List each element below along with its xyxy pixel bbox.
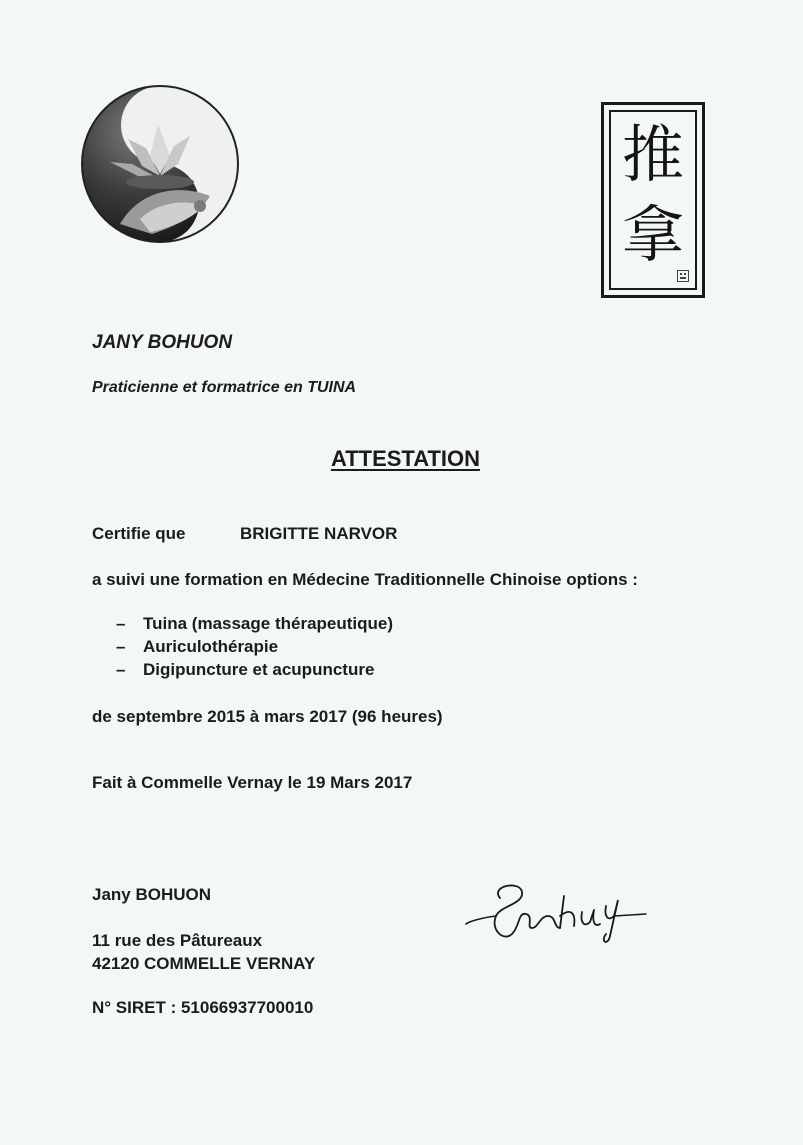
training-intro: a suivi une formation en Médecine Traditionnelle Chinoise options : xyxy=(92,570,638,589)
document-heading xyxy=(0,446,803,472)
practitioner-title: Praticienne et formatrice en TUINA xyxy=(92,379,357,396)
option-label: Tuina (massage thérapeutique) xyxy=(143,614,394,633)
signatory-name: Jany BOHUON xyxy=(92,885,212,904)
training-options-list xyxy=(116,614,393,683)
yin-yang-lotus-icon xyxy=(80,84,240,244)
siret-number: N° SIRET : 51066937700010 xyxy=(92,998,314,1017)
practitioner-name: JANY BOHUON xyxy=(92,332,233,353)
list-bullet: – xyxy=(116,637,126,656)
address-line-2: 42120 COMMELLE VERNAY xyxy=(92,954,316,973)
list-bullet: – xyxy=(116,614,126,633)
list-bullet: – xyxy=(116,660,126,679)
seal-character-tui: 推 xyxy=(621,118,684,191)
address-line-1: 11 rue des Pâtureaux xyxy=(92,931,263,950)
option-label: Auriculothérapie xyxy=(143,637,279,656)
seal-character-na: 拿 xyxy=(621,198,684,271)
trainee-name: BRIGITTE NARVOR xyxy=(240,524,398,543)
training-period: de septembre 2015 à mars 2017 (96 heures) xyxy=(92,707,443,726)
list-item xyxy=(116,614,393,637)
list-item xyxy=(116,637,393,660)
document-heading-text: ATTESTATION xyxy=(330,446,481,471)
tuina-seal xyxy=(601,102,705,298)
list-item xyxy=(116,660,393,683)
place-and-date: Fait à Commelle Vernay le 19 Mars 2017 xyxy=(92,773,413,792)
certify-label: Certifie que xyxy=(92,524,186,543)
handwritten-signature xyxy=(460,876,660,956)
red-seal-stamp-icon xyxy=(677,270,689,282)
option-label: Digipuncture et acupuncture xyxy=(143,660,375,679)
seal-inner-frame xyxy=(609,110,697,290)
